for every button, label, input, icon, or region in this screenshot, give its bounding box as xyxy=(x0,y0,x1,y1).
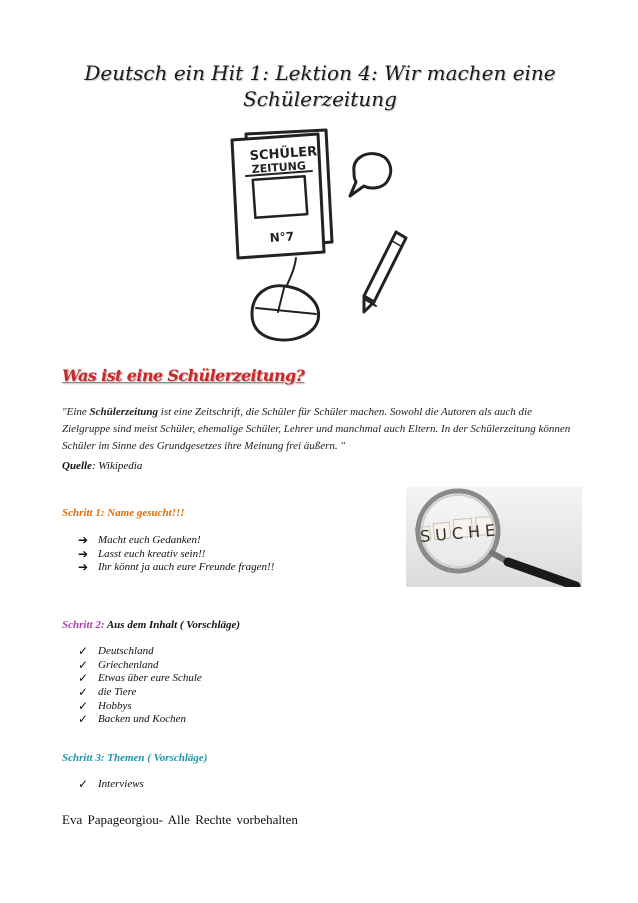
list-item xyxy=(78,534,274,548)
checkmark-icon: ✓ xyxy=(78,657,89,672)
list-item-text: Interviews xyxy=(98,778,144,790)
list-item-text: Macht euch Gedanken! xyxy=(98,534,201,546)
list-item-text: Backen und Kochen xyxy=(98,713,186,726)
step-3-list xyxy=(78,778,144,792)
step-1-title: Name gesucht!!! xyxy=(107,507,185,519)
list-item xyxy=(78,686,202,700)
list-item xyxy=(78,645,202,659)
quote-rest: ist eine Zeitschrift, die Schüler für Schüler machen. Sowohl die Autoren als auch die Zielgruppe sind meist Schüler, ehemalige Schüler, Lehrer und manchmal auch Eltern. In der Schülerzeitung können Schüler im Sinne des Grundgesetzes ihre Meinung frei äußern. " xyxy=(62,406,571,452)
list-item xyxy=(78,713,202,727)
list-item xyxy=(78,659,202,673)
title-line-1: Deutsch ein Hit 1: Lektion 4: Wir machen eine xyxy=(84,61,556,85)
step-3-label: Schritt 3: xyxy=(62,752,105,764)
title-line-2: Schülerzeitung xyxy=(243,87,397,111)
quote-term: Schülerzeitung xyxy=(89,406,159,418)
source-line xyxy=(62,460,142,472)
checkmark-icon: ✓ xyxy=(78,712,89,727)
quote-open-mark: " xyxy=(62,406,67,418)
paper-number: N°7 xyxy=(269,229,295,245)
list-item xyxy=(78,700,202,714)
magnifier-word: SUCHE xyxy=(419,520,501,547)
page-title xyxy=(60,60,580,112)
step-3-title: Themen ( Vorschläge) xyxy=(107,752,208,764)
checkmark-icon: ✓ xyxy=(78,777,89,791)
arrow-icon: ➔ xyxy=(78,533,89,547)
checkmark-icon: ✓ xyxy=(78,698,89,713)
step-1-list xyxy=(78,534,274,575)
step-1-label: Schritt 1: xyxy=(62,507,105,519)
magnifier-image xyxy=(406,487,582,587)
checkmark-icon: ✓ xyxy=(78,685,89,700)
footer-copyright: Eva Papageorgiou- Alle Rechte vorbehalten xyxy=(62,812,298,827)
step-2-heading xyxy=(62,619,240,631)
list-item-text: Ihr könnt ja auch eure Freunde fragen!! xyxy=(98,561,275,574)
paper-text-line-2: ZEITUNG xyxy=(251,159,307,176)
list-item-text: Lasst euch kreativ sein!! xyxy=(98,547,206,560)
newspaper-mouse-pencil-illustration xyxy=(226,124,470,346)
list-item xyxy=(78,548,274,562)
definition-quote xyxy=(62,404,582,455)
list-item xyxy=(78,672,202,686)
source-value: : Wikipedia xyxy=(91,460,143,472)
list-item-text: Deutschland xyxy=(98,645,154,657)
list-item xyxy=(78,778,144,792)
step-2-title: Aus dem Inhalt ( Vorschläge) xyxy=(106,619,241,631)
list-item-text: Hobbys xyxy=(98,699,132,712)
arrow-icon: ➔ xyxy=(78,546,89,561)
quote-first-word: Eine xyxy=(66,406,90,418)
step-1-heading xyxy=(62,507,185,519)
source-label: Quelle xyxy=(62,460,92,472)
arrow-icon: ➔ xyxy=(78,560,89,575)
paper-text-line-1: SCHÜLER xyxy=(249,144,318,164)
checkmark-icon: ✓ xyxy=(78,671,89,686)
list-item-text: die Tiere xyxy=(98,686,137,699)
section-heading-what-is: Was ist eine Schülerzeitung? xyxy=(62,366,305,385)
list-item-text: Griechenland xyxy=(98,658,159,671)
list-item xyxy=(78,561,274,575)
step-2-list xyxy=(78,645,202,727)
step-2-label: Schritt 2: xyxy=(62,619,105,631)
checkmark-icon: ✓ xyxy=(78,644,89,658)
step-3-heading xyxy=(62,752,207,764)
list-item-text: Etwas über eure Schule xyxy=(98,672,202,685)
